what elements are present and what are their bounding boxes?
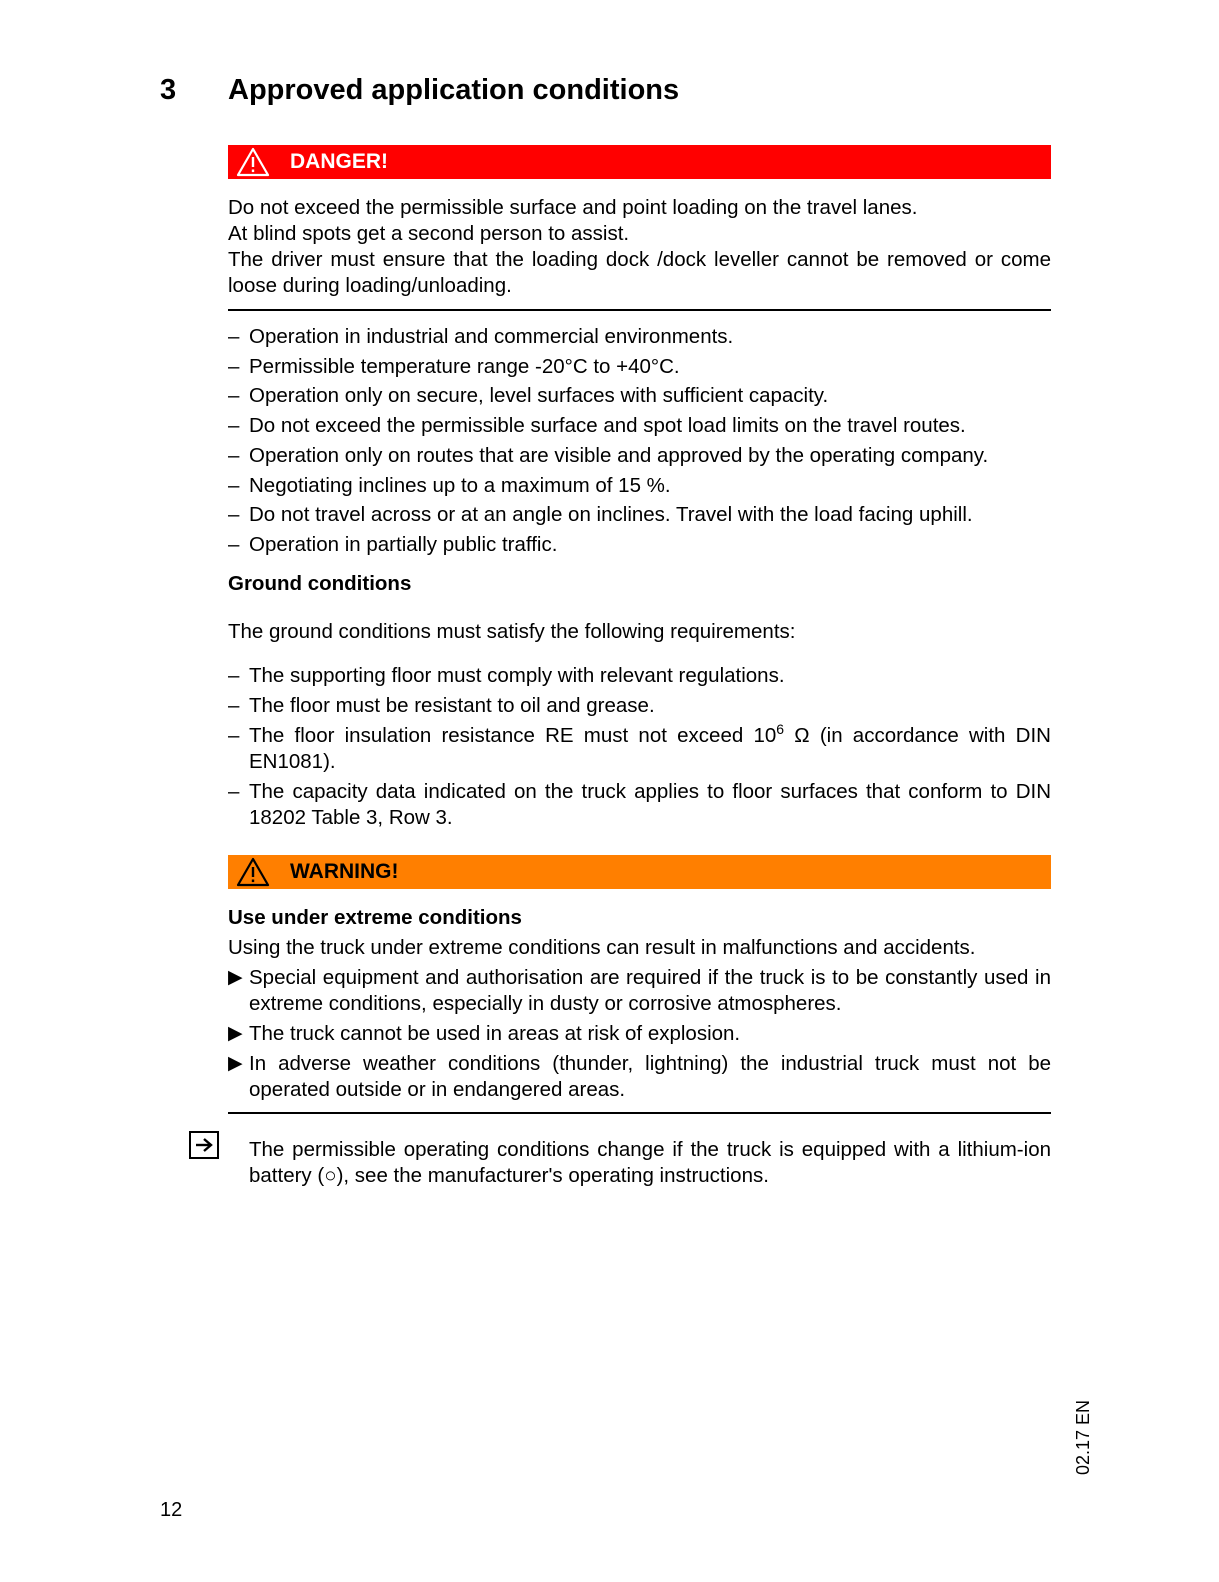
list-item: – Negotiating inclines up to a maximum of 15 %. (228, 471, 1051, 501)
list-item: – Operation in partially public traffic. (228, 530, 1051, 560)
list-item: – Permissible temperature range -20°C to +40°C. (228, 352, 1051, 382)
note-arrow-icon (189, 1131, 219, 1159)
list-item (228, 723, 1051, 775)
divider (228, 309, 1051, 311)
ground-intro: The ground conditions must satisfy the following requirements: (228, 620, 796, 643)
divider (228, 1112, 1051, 1114)
danger-text (228, 195, 1051, 299)
danger-line: Do not exceed the permissible surface and point loading on the travel lanes. (228, 196, 918, 219)
list-item: – Operation in industrial and commercial environments. (228, 322, 1051, 352)
warning-banner (228, 855, 1051, 889)
edition-text: 02.17 EN (1073, 1399, 1094, 1475)
insulation-exponent: 6 (776, 721, 785, 738)
bullet-arrow-icon: ▶ (228, 967, 243, 988)
ground-heading: Ground conditions (228, 572, 412, 595)
ground-list-wrap (228, 663, 1051, 831)
insulation-text-end: Ω (in accordance with DIN EN1081). (249, 724, 1051, 773)
list-item: – The supporting floor must comply with relevant regulations. (228, 663, 1051, 689)
page-number: 12 (160, 1499, 183, 1521)
danger-line: The driver must ensure that the loading dock /dock leveller cannot be removed or come loose during loading/unloading. (228, 248, 1051, 297)
warning-list-wrap (228, 965, 1051, 1107)
warning-heading: Use under extreme conditions (228, 906, 522, 929)
danger-line: At blind spots get a second person to assist. (228, 222, 630, 245)
conditions-list-wrap (228, 322, 1051, 560)
ground-list (228, 663, 1051, 831)
bullet-arrow-icon: ▶ (228, 1023, 243, 1044)
warning-list (228, 965, 1051, 1103)
page-title: Approved application conditions (228, 74, 680, 106)
list-item: – The capacity data indicated on the truck applies to floor surfaces that conform to DIN 18202 Table 3, Row 3. (228, 779, 1051, 831)
list-item: ▶ In adverse weather conditions (thunder, lightning) the industrial truck must not be operated outside or in endangered areas. (228, 1052, 1051, 1101)
list-item: – The floor must be resistant to oil and grease. (228, 693, 1051, 719)
danger-label: DANGER! (290, 150, 388, 173)
list-item: – Do not travel across or at an angle on inclines. Travel with the load facing uphill. (228, 500, 1051, 530)
note-text: The permissible operating conditions change if the truck is equipped with a lithium-ion battery (○), see the manufacturer's operating instructions. (249, 1138, 1051, 1187)
warning-intro: Using the truck under extreme conditions can result in malfunctions and accidents. (228, 936, 976, 959)
list-item: ▶ Special equipment and authorisation are required if the truck is to be constantly used in extreme conditions, especially in dusty or corrosive atmospheres. (228, 966, 1051, 1015)
list-item: ▶ The truck cannot be used in areas at risk of explosion. (228, 1022, 741, 1045)
list-item: – Do not exceed the permissible surface and spot load limits on the travel routes. (228, 411, 1051, 441)
list-item: – Operation only on secure, level surfaces with sufficient capacity. (228, 381, 1051, 411)
danger-banner (228, 145, 1051, 179)
warning-triangle-icon (236, 855, 270, 889)
warning-label: WARNING! (290, 860, 399, 883)
list-item: – Operation only on routes that are visible and approved by the operating company. (228, 441, 1051, 471)
warning-triangle-icon (236, 145, 270, 179)
conditions-list (228, 322, 1051, 560)
edition-code (1062, 1398, 1106, 1476)
chapter-number: 3 (160, 74, 177, 106)
insulation-text: The floor insulation resistance RE must not exceed 10 (249, 724, 777, 747)
bullet-arrow-icon: ▶ (228, 1053, 243, 1074)
